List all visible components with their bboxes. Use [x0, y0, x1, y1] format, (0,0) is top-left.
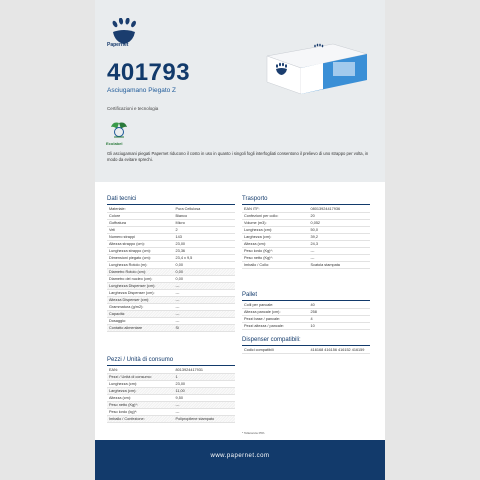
table-row [242, 347, 370, 354]
row-label: Numero strappi [107, 234, 174, 241]
table-row [242, 248, 370, 255]
row-value: 10 [309, 323, 370, 330]
row-value: 0,00 [174, 262, 235, 269]
table-row [107, 220, 235, 227]
row-label: EAN ITF: [242, 206, 309, 213]
row-value: 0,00 [174, 276, 235, 283]
row-value: 1 [174, 374, 235, 381]
row-label: Larghezza Dispenser (cm): [107, 290, 174, 297]
product-name: Asciugamano Piegato Z [107, 87, 177, 94]
technical-data-section [107, 196, 235, 332]
row-value: 9,50 [174, 395, 235, 402]
row-label: Veli [107, 227, 174, 234]
brand-name: Papernet [107, 42, 129, 48]
tolerance-footnote: * Tolleranza ±5% [242, 431, 265, 435]
row-value: 4 [309, 316, 370, 323]
pallet-section [242, 292, 370, 330]
row-value: --- [174, 290, 235, 297]
section-title: Pallet [242, 292, 370, 301]
product-description: Gli asciugamani piegati Papernet riducono il costo in uso in quanto i singoli fogli interfogliati consentono il prelievo di uno strappo per volta, in modo da evitare sprechi. [107, 151, 369, 163]
table-row [242, 262, 370, 269]
row-label: EAN: [107, 367, 174, 374]
table-row [242, 241, 370, 248]
row-value: 50,0 [309, 227, 370, 234]
row-value: Polipropilene stampato [174, 416, 235, 423]
row-label: Colore [107, 213, 174, 220]
row-value: 23,00 [174, 241, 235, 248]
row-value: 23,4 x 9,5 [174, 255, 235, 262]
section-title: Dati tecnici [107, 196, 235, 205]
pallet-table [242, 302, 370, 330]
table-row [107, 388, 235, 395]
row-value: 11,00 [174, 388, 235, 395]
row-label: Lunghezza strappo (cm): [107, 248, 174, 255]
footer-bar [95, 440, 385, 480]
table-row [242, 323, 370, 330]
row-label: Lunghezza (cm): [107, 381, 174, 388]
papernet-logo-icon [107, 18, 147, 54]
row-value: 0,052 [309, 220, 370, 227]
row-label: Volume (m3): [242, 220, 309, 227]
table-row [242, 227, 370, 234]
technical-data-table [107, 206, 235, 332]
product-code: 401793 [107, 59, 191, 86]
website-link[interactable]: www.papernet.com [210, 453, 270, 459]
row-label: Peso netto (Kg)*: [242, 255, 309, 262]
table-row [107, 409, 235, 416]
row-label: Altezza Dispenser (cm): [107, 297, 174, 304]
row-value: --- [174, 304, 235, 311]
table-row [107, 290, 235, 297]
row-value: 08013924417936 [309, 206, 370, 213]
row-label: Altezza (cm): [107, 395, 174, 402]
row-label: Diametro Rotolo (cm): [107, 269, 174, 276]
row-label: Grammatura (g/m2): [107, 304, 174, 311]
units-section [107, 357, 235, 423]
table-row [107, 255, 235, 262]
row-value: --- [309, 248, 370, 255]
units-table [107, 367, 235, 423]
row-value: Scatola stampata [309, 262, 370, 269]
table-row [107, 269, 235, 276]
table-row [242, 316, 370, 323]
dispenser-section [242, 337, 370, 354]
table-row [107, 416, 235, 423]
ecolabel-label: Ecolabel [106, 141, 123, 146]
table-row [107, 248, 235, 255]
row-label: Codici compatibili [242, 347, 309, 354]
row-label: Altezza pancale (cm): [242, 309, 309, 316]
table-row [107, 325, 235, 332]
transport-section [242, 196, 370, 269]
row-value: 143 [174, 234, 235, 241]
row-label: Altezza strappo (cm): [107, 241, 174, 248]
table-row [107, 381, 235, 388]
row-label: Pezzi altezza / pancale: [242, 323, 309, 330]
row-value: --- [174, 297, 235, 304]
table-row [107, 311, 235, 318]
row-label: Lunghezza Rotolo (m): [107, 262, 174, 269]
row-label: Pezzi / Unità di consumo: [107, 374, 174, 381]
section-title: Pezzi / Unità di consumo [107, 357, 235, 366]
row-label: Pezzi base / pancale: [242, 316, 309, 323]
row-value: 258 [309, 309, 370, 316]
dispenser-table [242, 347, 370, 354]
transport-table [242, 206, 370, 269]
row-label: Dosaggio: [107, 318, 174, 325]
row-label: Colli per pancale: [242, 302, 309, 309]
table-row [107, 213, 235, 220]
row-value: --- [174, 318, 235, 325]
datasheet-page [95, 0, 385, 480]
row-label: Imballo / Collo: [242, 262, 309, 269]
row-value: --- [174, 402, 235, 409]
row-value: 2 [174, 227, 235, 234]
table-row [107, 374, 235, 381]
row-label: Capacità: [107, 311, 174, 318]
section-title: Dispenser compatibili: [242, 337, 370, 346]
row-label: Dimensioni piegato (cm): [107, 255, 174, 262]
certifications-label: Certificazioni e tecnologia [107, 106, 159, 111]
table-row [107, 227, 235, 234]
row-label: Goffratura [107, 220, 174, 227]
row-label: Peso netto (Kg)*: [107, 402, 174, 409]
section-title: Trasporto [242, 196, 370, 205]
row-value: 0,00 [174, 269, 235, 276]
table-row [107, 276, 235, 283]
row-label: Imballo / Confezione: [107, 416, 174, 423]
row-label: Contatto alimentare [107, 325, 174, 332]
row-value: --- [174, 409, 235, 416]
row-value: Bianco [174, 213, 235, 220]
table-row [107, 395, 235, 402]
row-label: Lunghezza Dispenser (cm): [107, 283, 174, 290]
table-row [242, 255, 370, 262]
row-value: 416168 416156 416152 416159 [309, 347, 370, 354]
row-value: 23,00 [174, 381, 235, 388]
row-label: Diametro del nucleo (cm): [107, 276, 174, 283]
table-row [107, 402, 235, 409]
table-row [107, 297, 235, 304]
header-panel [95, 0, 385, 182]
row-label: Larghezza (cm): [242, 234, 309, 241]
table-row [107, 283, 235, 290]
table-row [107, 241, 235, 248]
row-label: Peso lordo (Kg)*: [242, 248, 309, 255]
row-value: 20 [309, 213, 370, 220]
row-value: Micro [174, 220, 235, 227]
row-value: 8013924417931 [174, 367, 235, 374]
row-value: --- [309, 255, 370, 262]
row-value: 40 [309, 302, 370, 309]
row-label: Peso lordo (kg)*: [107, 409, 174, 416]
ecolabel-icon [107, 120, 131, 142]
table-row [107, 262, 235, 269]
table-row [107, 234, 235, 241]
row-label: Lunghezza (cm): [242, 227, 309, 234]
table-row [242, 234, 370, 241]
row-value: 39,2 [309, 234, 370, 241]
table-row [107, 318, 235, 325]
row-label: Larghezza (cm): [107, 388, 174, 395]
row-value: 23,36 [174, 248, 235, 255]
table-row [107, 304, 235, 311]
table-row [242, 213, 370, 220]
row-label: Confezioni per collo: [242, 213, 309, 220]
row-value: --- [174, 283, 235, 290]
table-row [242, 309, 370, 316]
row-label: Materiale: [107, 206, 174, 213]
row-value: Si [174, 325, 235, 332]
row-label: Altezza (cm): [242, 241, 309, 248]
row-value: 24,3 [309, 241, 370, 248]
row-value: --- [174, 311, 235, 318]
product-package-image [263, 38, 371, 96]
row-value: Pura Cellulosa [174, 206, 235, 213]
table-row [242, 220, 370, 227]
